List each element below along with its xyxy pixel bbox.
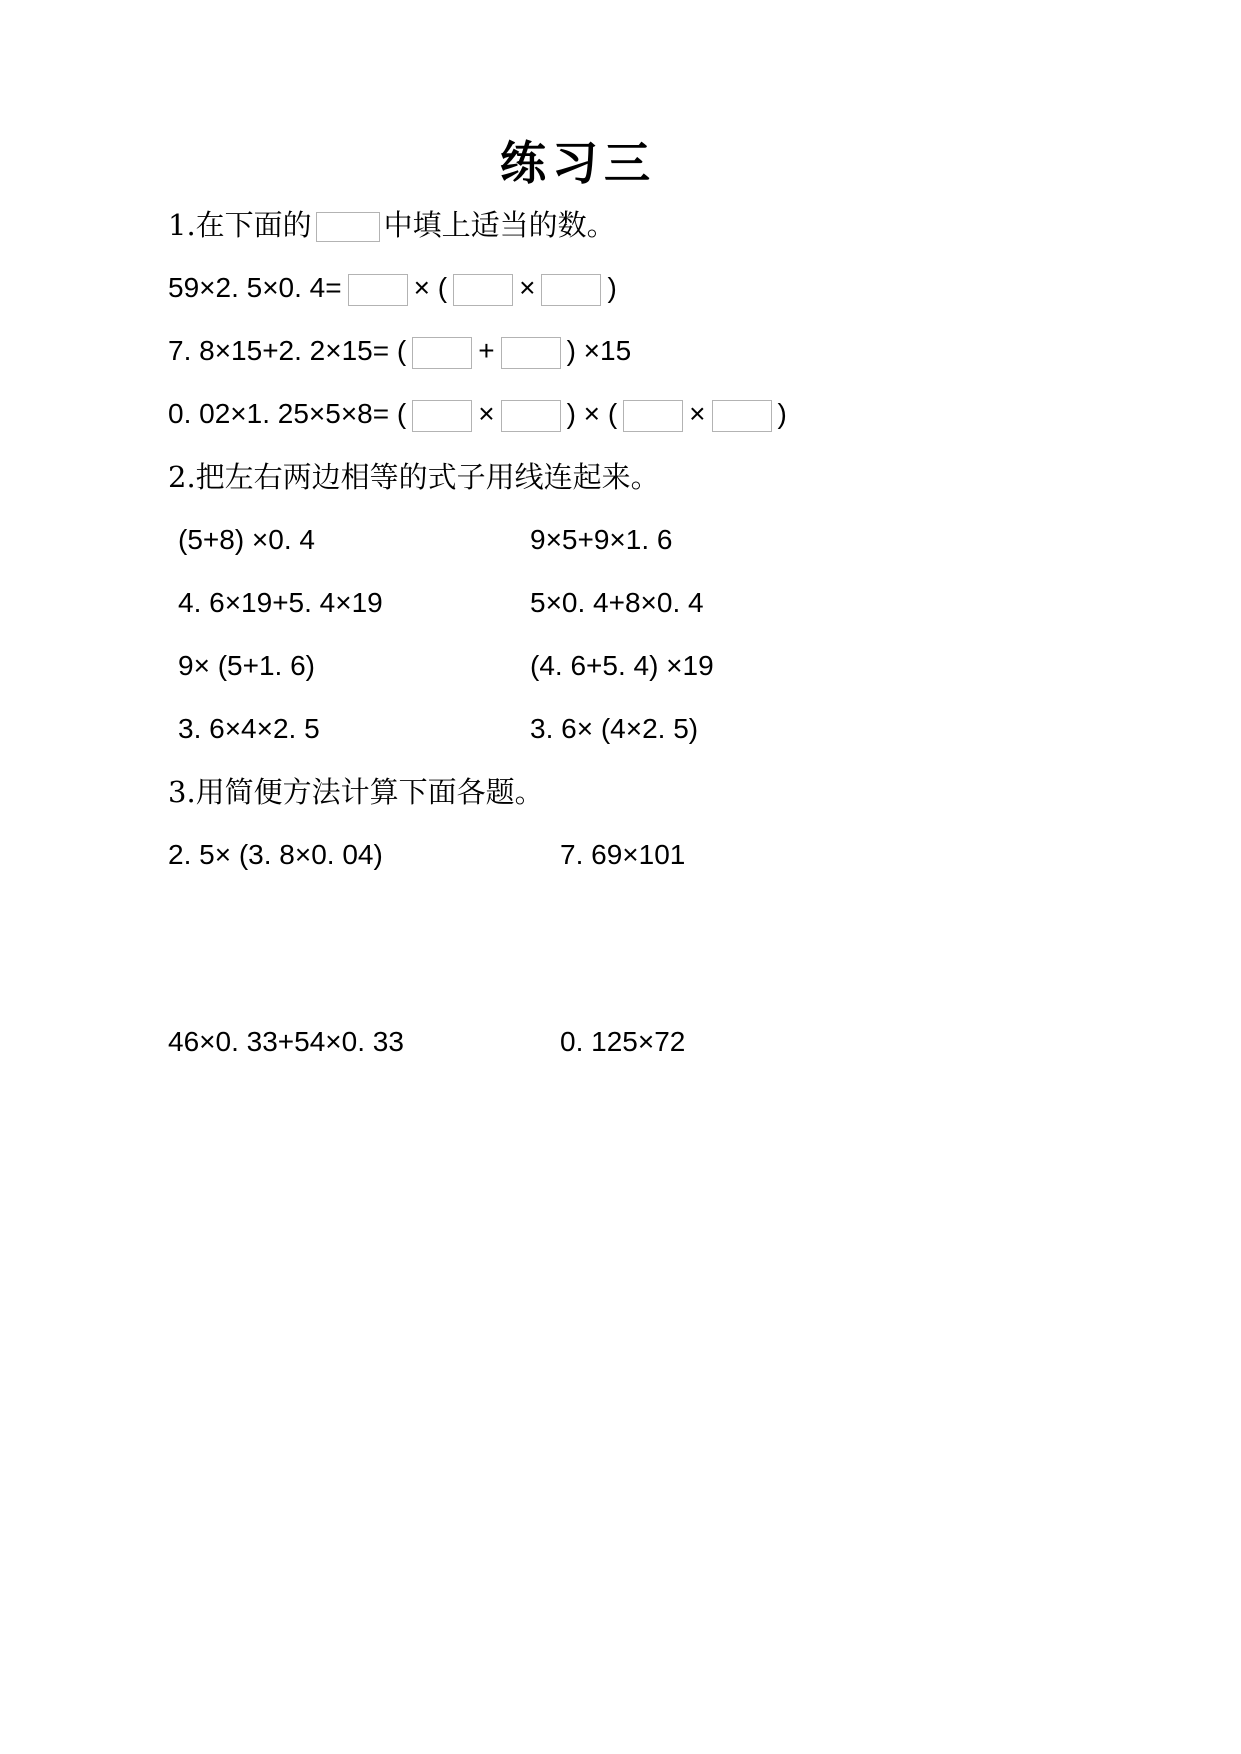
calc-right-expression: 7. 69×101 [560,839,686,870]
match-right-expression: 3. 6× (4×2. 5) [530,713,699,744]
q2-prompt: 2.把左右两边相等的式子用线连起来。 [168,460,660,494]
q1-prompt [168,207,1181,243]
q1-prompt-text-before: 1.在下面的 [168,208,312,242]
match-right-expression: 9×5+9×1. 6 [530,524,673,555]
equation-text: × [689,398,706,429]
answer-box [501,337,561,369]
equation-text: ) ×15 [566,335,632,366]
answer-box [412,337,472,369]
match-row [168,648,1181,684]
answer-box [316,212,380,242]
q1-equation-2 [168,333,1181,369]
calc-row [168,1024,1181,1060]
calc-row [168,837,1181,873]
equation-text: ) [777,398,787,429]
match-row [168,585,1181,621]
q1-equation-1 [168,270,1181,306]
answer-box [501,400,561,432]
calc-left-expression: 2. 5× (3. 8×0. 04) [168,839,383,870]
equation-text: 7. 8×15+2. 2×15= ( [168,335,407,366]
answer-box [348,274,408,306]
answer-box [541,274,601,306]
q3-prompt: 3.用简便方法计算下面各题。 [168,775,544,809]
match-left-expression: 3. 6×4×2. 5 [178,713,320,744]
answer-box [623,400,683,432]
match-left-expression: 9× (5+1. 6) [178,650,315,681]
equation-text: 59×2. 5×0. 4= [168,272,342,303]
answer-box [453,274,513,306]
equation-text: + [478,335,495,366]
calc-left-expression: 46×0. 33+54×0. 33 [168,1026,404,1057]
match-left-expression: 4. 6×19+5. 4×19 [178,587,383,618]
equation-text: × [478,398,495,429]
equation-text: 0. 02×1. 25×5×8= ( [168,398,407,429]
match-row [168,711,1181,747]
calc-right-expression: 0. 125×72 [560,1026,686,1057]
page-title: 练习三 [500,136,656,190]
q1-equation-3 [168,396,1181,432]
match-row [168,522,1181,558]
answer-box [412,400,472,432]
equation-text: ) × ( [566,398,618,429]
equation-text: ) [607,272,617,303]
match-right-expression: (4. 6+5. 4) ×19 [530,650,714,681]
q1-prompt-text-after: 中填上适当的数。 [383,208,616,242]
match-left-expression: (5+8) ×0. 4 [178,524,315,555]
equation-text: × ( [413,272,448,303]
equation-text: × [519,272,536,303]
match-right-expression: 5×0. 4+8×0. 4 [530,587,704,618]
answer-box [712,400,772,432]
